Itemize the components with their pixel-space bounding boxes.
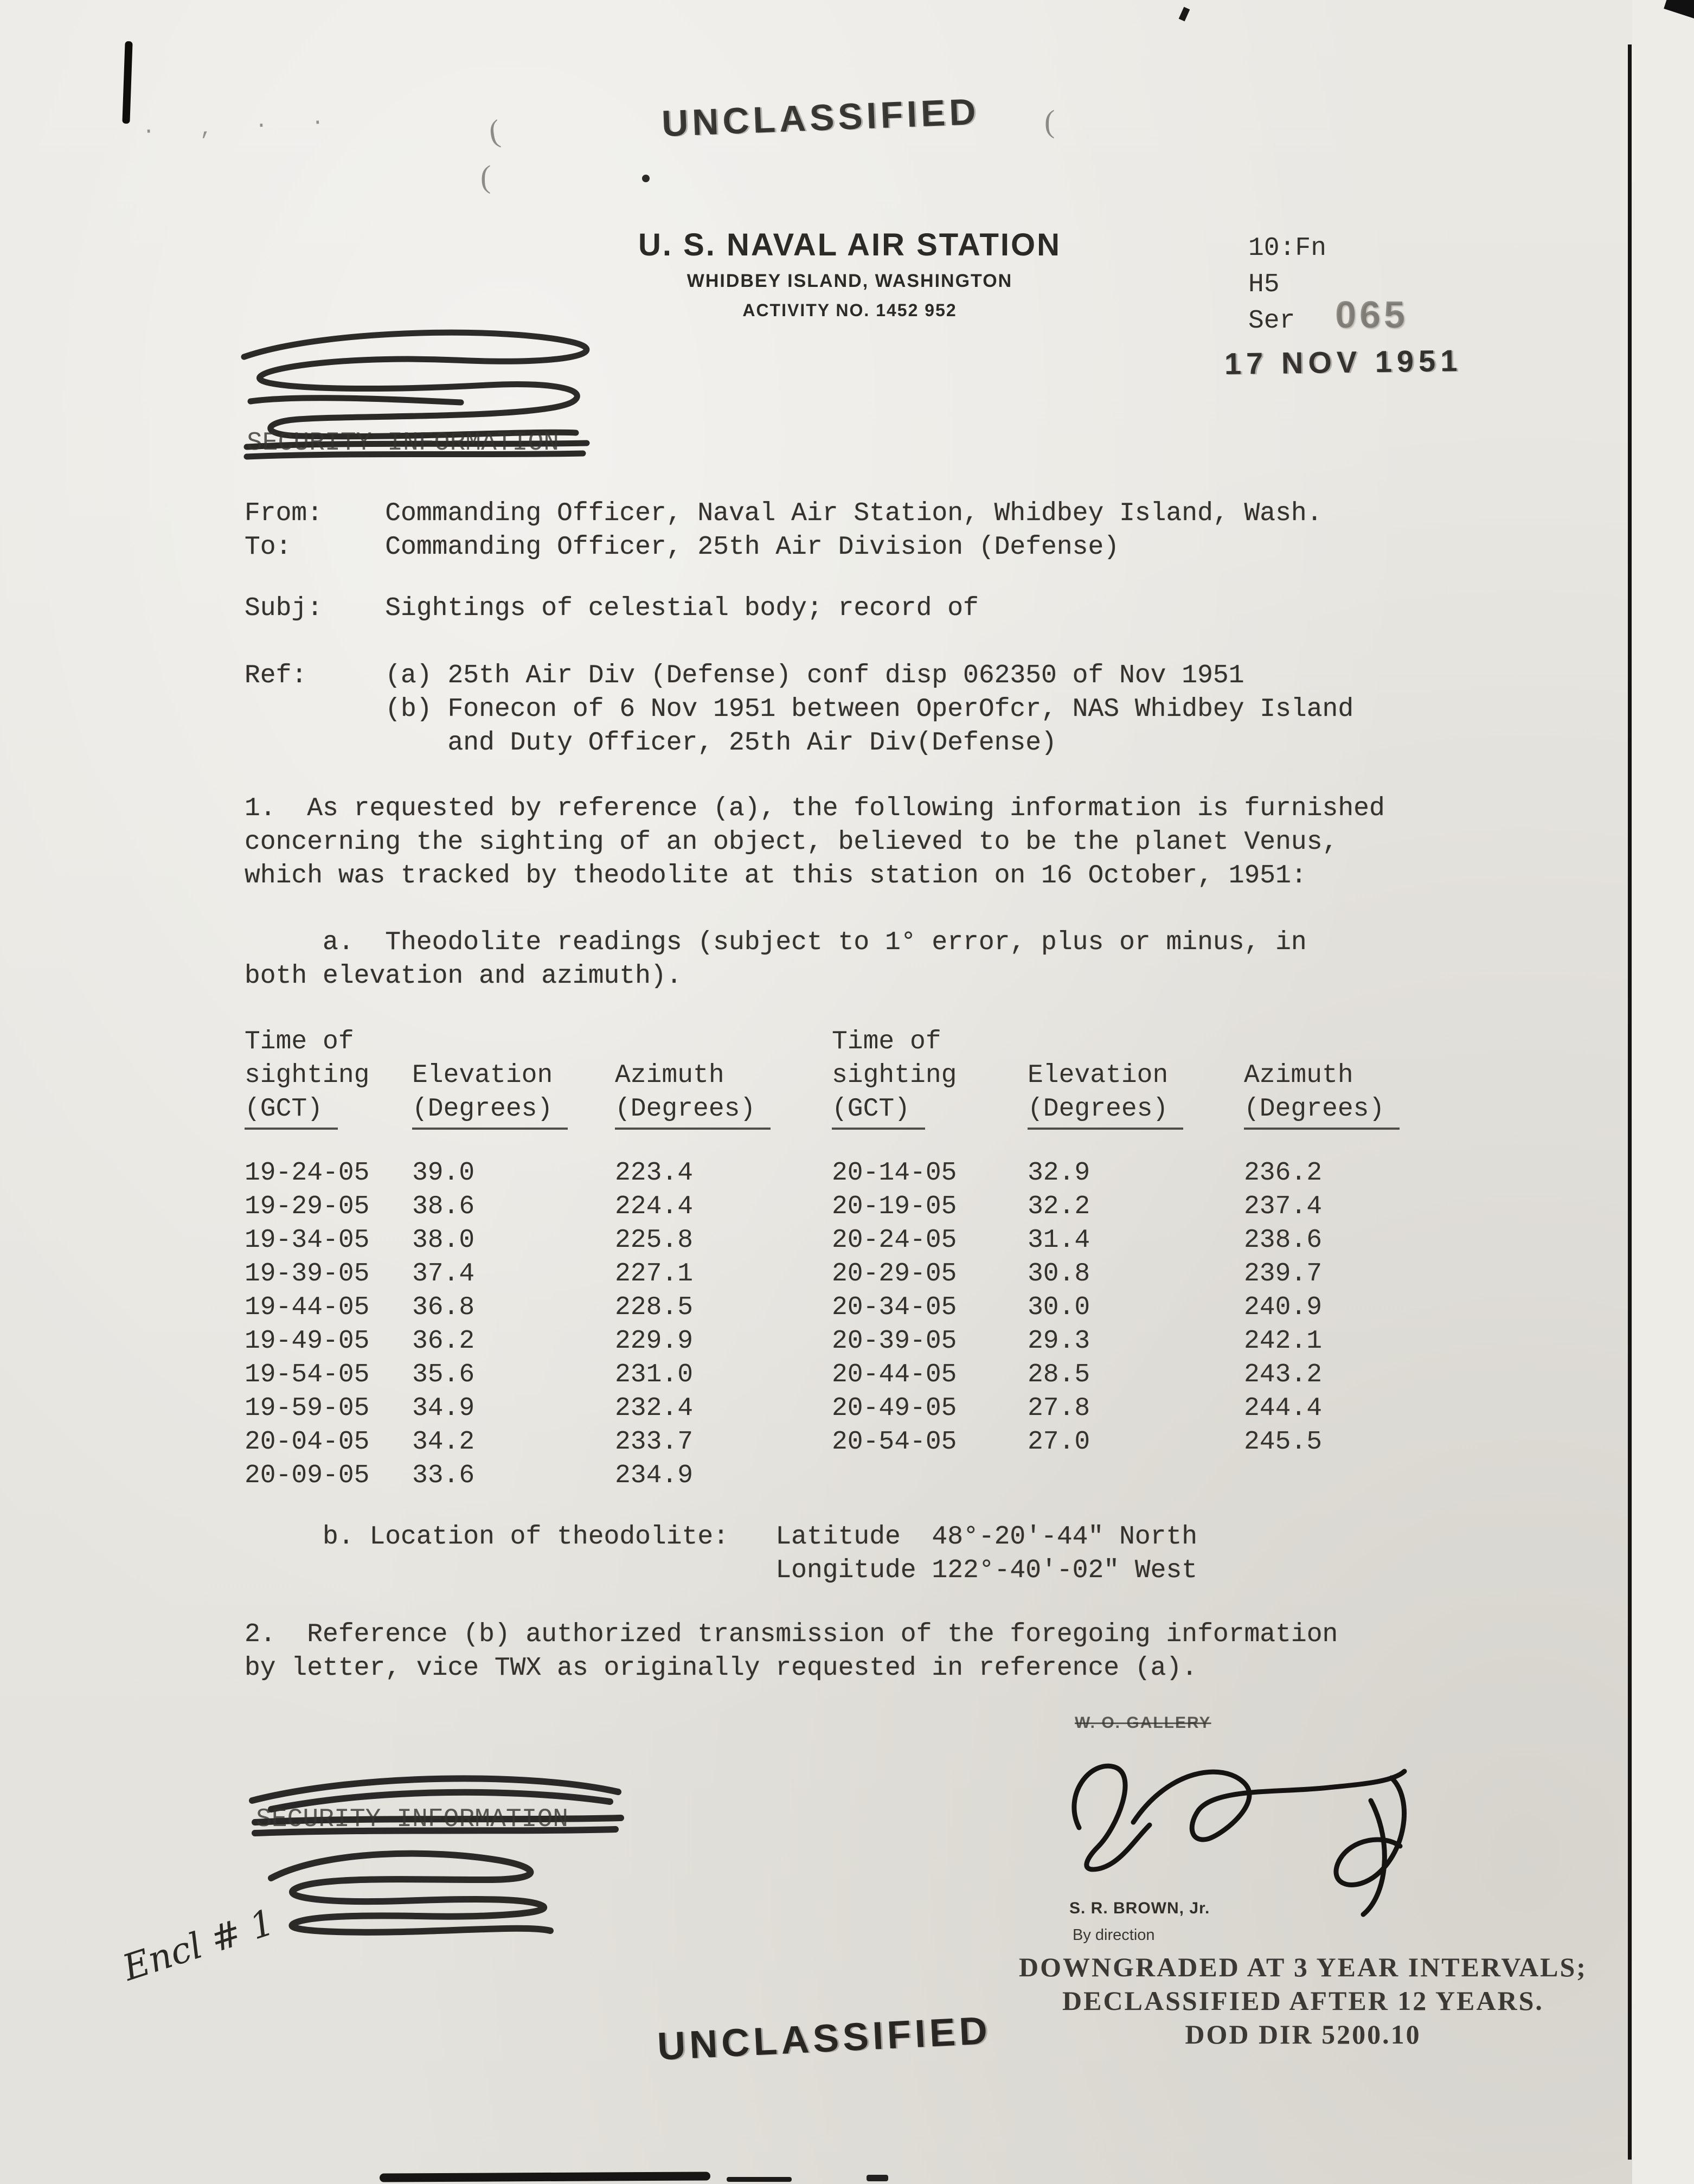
header-row	[245, 1092, 794, 1130]
letterhead	[551, 227, 1148, 321]
table-row	[245, 1394, 794, 1427]
table-row	[245, 1158, 794, 1192]
reference-line: Ref: (a) 25th Air Div (Defense) conf disp 062350 of Nov 1951	[245, 661, 1244, 690]
header-gct: (GCT)	[245, 1092, 338, 1130]
header-elevation: Elevation	[1028, 1061, 1169, 1090]
table-cell: 28.5	[1028, 1360, 1090, 1389]
scan-right-margin	[1632, 0, 1694, 2184]
paragraph-line: 1. As requested by reference (a), the following information is furnished	[245, 794, 1385, 823]
header-elevation: Elevation	[412, 1061, 553, 1090]
reference-line: and Duty Officer, 25th Air Div(Defense)	[245, 728, 1057, 758]
table-cell: 20-24-05	[832, 1226, 957, 1255]
handwritten-signature	[1047, 1735, 1426, 1920]
table-cell: 234.9	[615, 1461, 694, 1490]
table-row	[245, 1226, 794, 1259]
table-row	[245, 1192, 794, 1226]
table-cell: 19-39-05	[245, 1259, 370, 1289]
table-cell: 223.4	[615, 1158, 694, 1188]
table-cell: 19-44-05	[245, 1293, 370, 1322]
readings-table-left	[245, 1158, 794, 1495]
paragraph-2	[245, 1618, 1338, 1685]
header-time-of: Time of	[832, 1027, 941, 1056]
signer-name: S. R. BROWN, Jr.	[1069, 1899, 1210, 1917]
readings-table-right	[832, 1158, 1423, 1461]
declass-line-1: DOWNGRADED AT 3 YEAR INTERVALS;	[1019, 1952, 1587, 1982]
pencil-marks: · ‚ · ·	[142, 110, 340, 145]
table-cell: 20-29-05	[832, 1259, 957, 1289]
address-line: From: Commanding Officer, Naval Air Station, Whidbey Island, Wash.	[245, 499, 1323, 528]
table-cell: 19-54-05	[245, 1360, 370, 1389]
paragraph-line: a. Theodolite readings (subject to 1° error, plus or minus, in	[245, 928, 1307, 957]
table-cell: 35.6	[412, 1360, 475, 1389]
table-cell: 29.3	[1028, 1327, 1090, 1356]
table-cell: 20-04-05	[245, 1427, 370, 1457]
table-cell: 36.8	[412, 1293, 475, 1322]
scan-speck	[1179, 7, 1190, 22]
office-id-block	[1248, 230, 1326, 340]
declassification-notice	[980, 1950, 1626, 2051]
table-row	[245, 1360, 794, 1394]
letterhead-title: U. S. NAVAL AIR STATION	[638, 227, 1062, 262]
location-line: Longitude 122°-40'-02" West	[245, 1556, 1198, 1585]
table-row	[245, 1327, 794, 1360]
paragraph-line: which was tracked by theodolite at this station on 16 October, 1951:	[245, 861, 1307, 891]
table-cell: 233.7	[615, 1427, 694, 1457]
reference-line: (b) Fonecon of 6 Nov 1951 between OperOfcr, NAS Whidbey Island	[245, 695, 1354, 724]
table-cell: 27.8	[1028, 1394, 1090, 1423]
table-cell: 231.0	[615, 1360, 694, 1389]
table-cell: 20-44-05	[832, 1360, 957, 1389]
table-cell: 232.4	[615, 1394, 694, 1423]
table-row	[832, 1226, 1423, 1259]
table-cell: 30.8	[1028, 1259, 1090, 1289]
table-cell: 19-24-05	[245, 1158, 370, 1188]
table-cell: 34.9	[412, 1394, 475, 1423]
paragraph-1a	[245, 926, 1307, 993]
table-row	[245, 1461, 794, 1495]
unclassified-stamp-top: UNCLASSIFIED	[660, 91, 980, 145]
header-row	[832, 1092, 1423, 1130]
table-row	[245, 1259, 794, 1293]
subject-block	[245, 592, 979, 625]
letterhead-subtitle: WHIDBEY ISLAND, WASHINGTON	[686, 271, 1013, 291]
header-sighting: sighting	[245, 1061, 370, 1090]
scan-bottom-smudge	[867, 2175, 888, 2181]
scan-ink-streak	[122, 41, 132, 124]
readings-table-header-left	[245, 1025, 794, 1130]
crossed-out-signer-name: W. O. GALLERY	[1075, 1714, 1211, 1732]
table-cell: 240.9	[1244, 1293, 1323, 1322]
security-information-struck-top: SECURITY INFORMATION	[247, 428, 560, 458]
paragraph-line: concerning the sighting of an object, believed to be the planet Venus,	[245, 828, 1338, 857]
table-cell: 38.0	[412, 1226, 475, 1255]
table-cell: 20-14-05	[832, 1158, 957, 1188]
id-code: 10:Fn	[1248, 234, 1327, 263]
table-cell: 229.9	[615, 1327, 694, 1356]
table-cell: 225.8	[615, 1226, 694, 1255]
table-cell: 20-09-05	[245, 1461, 370, 1490]
scan-bottom-smudge	[727, 2177, 792, 2182]
handwritten-enclosure-note: Encl # 1	[118, 1901, 279, 1989]
table-cell: 34.2	[412, 1427, 475, 1457]
table-row	[245, 1427, 794, 1461]
table-cell: 39.0	[412, 1158, 475, 1188]
declass-line-2: DECLASSIFIED AFTER 12 YEARS.	[1062, 1986, 1544, 2016]
subject-line: Subj: Sightings of celestial body; record of	[245, 594, 979, 623]
paragraph-line: by letter, vice TWX as originally requested in reference (a).	[245, 1654, 1198, 1683]
table-cell: 27.0	[1028, 1427, 1090, 1457]
declass-line-3: DOD DIR 5200.10	[1185, 2019, 1421, 2049]
id-h5: H5	[1248, 270, 1280, 299]
header-row	[832, 1059, 1423, 1092]
security-information-struck-bottom: SECURITY INFORMATION	[256, 1805, 569, 1834]
table-cell: 31.4	[1028, 1226, 1090, 1255]
table-cell: 239.7	[1244, 1259, 1323, 1289]
table-cell: 32.2	[1028, 1192, 1090, 1221]
header-time-of: Time of	[245, 1027, 354, 1056]
header-degrees: (Degrees)	[1028, 1092, 1183, 1130]
table-row	[832, 1360, 1423, 1394]
table-cell: 244.4	[1244, 1394, 1323, 1423]
table-row	[832, 1192, 1423, 1226]
readings-table-header-right	[832, 1025, 1423, 1130]
table-cell: 38.6	[412, 1192, 475, 1221]
header-row	[832, 1025, 1423, 1059]
redaction-scribble-bottom	[239, 1767, 640, 1951]
table-cell: 19-34-05	[245, 1226, 370, 1255]
stray-pen-mark: (	[480, 159, 491, 194]
scan-bottom-smudge	[380, 2172, 710, 2182]
paragraph-line: 2. Reference (b) authorized transmission of the foregoing information	[245, 1620, 1338, 1649]
table-cell: 227.1	[615, 1259, 694, 1289]
header-degrees: (Degrees)	[1244, 1092, 1400, 1130]
table-cell: 33.6	[412, 1461, 475, 1490]
header-degrees: (Degrees)	[615, 1092, 771, 1130]
table-row	[245, 1293, 794, 1327]
address-block	[245, 497, 1323, 564]
table-cell: 224.4	[615, 1192, 694, 1221]
scan-dot	[642, 175, 650, 182]
table-cell: 32.9	[1028, 1158, 1090, 1188]
table-row	[832, 1427, 1423, 1461]
serial-number-stamp: 065	[1335, 293, 1408, 336]
header-gct: (GCT)	[832, 1092, 925, 1130]
header-degrees: (Degrees)	[412, 1092, 568, 1130]
header-sighting: sighting	[832, 1061, 957, 1090]
table-cell: 228.5	[615, 1293, 694, 1322]
table-cell: 242.1	[1244, 1327, 1323, 1356]
table-row	[832, 1327, 1423, 1360]
unclassified-stamp-bottom: UNCLASSIFIED	[656, 2009, 992, 2068]
by-direction-line: By direction	[1073, 1926, 1155, 1944]
scan-edge-line	[1628, 44, 1632, 2160]
table-cell: 37.4	[412, 1259, 475, 1289]
letterhead-activity-number: ACTIVITY NO. 1452 952	[742, 300, 957, 320]
header-row	[245, 1025, 794, 1059]
table-cell: 243.2	[1244, 1360, 1323, 1389]
table-row	[832, 1293, 1423, 1327]
table-cell: 20-39-05	[832, 1327, 957, 1356]
paragraph-1b-location	[245, 1520, 1197, 1587]
paragraph-1	[245, 792, 1385, 893]
table-row	[832, 1259, 1423, 1293]
table-cell: 20-54-05	[832, 1427, 957, 1457]
location-line: b. Location of theodolite: Latitude 48°-20'-44" North	[245, 1522, 1198, 1552]
table-cell: 19-29-05	[245, 1192, 370, 1221]
table-cell: 20-34-05	[832, 1293, 957, 1322]
table-cell: 19-49-05	[245, 1327, 370, 1356]
paragraph-line: both elevation and azimuth).	[245, 962, 682, 991]
table-cell: 238.6	[1244, 1226, 1323, 1255]
address-line: To: Commanding Officer, 25th Air Division (Defense)	[245, 533, 1120, 562]
table-cell: 237.4	[1244, 1192, 1323, 1221]
table-cell: 30.0	[1028, 1293, 1090, 1322]
reference-block	[245, 659, 1353, 760]
date-received-stamp: 17 NOV 1951	[1224, 343, 1462, 381]
table-row	[832, 1158, 1423, 1192]
table-cell: 20-49-05	[832, 1394, 957, 1423]
table-cell: 20-19-05	[832, 1192, 957, 1221]
table-cell: 245.5	[1244, 1427, 1323, 1457]
table-row	[832, 1394, 1423, 1427]
header-row	[245, 1059, 794, 1092]
ser-label: Ser	[1248, 306, 1295, 336]
header-azimuth: Azimuth	[1244, 1061, 1353, 1090]
table-cell: 36.2	[412, 1327, 475, 1356]
header-azimuth: Azimuth	[615, 1061, 724, 1090]
stray-pen-mark: (	[1044, 104, 1055, 139]
stray-pen-mark: (	[486, 112, 502, 150]
table-cell: 236.2	[1244, 1158, 1323, 1188]
table-cell: 19-59-05	[245, 1394, 370, 1423]
